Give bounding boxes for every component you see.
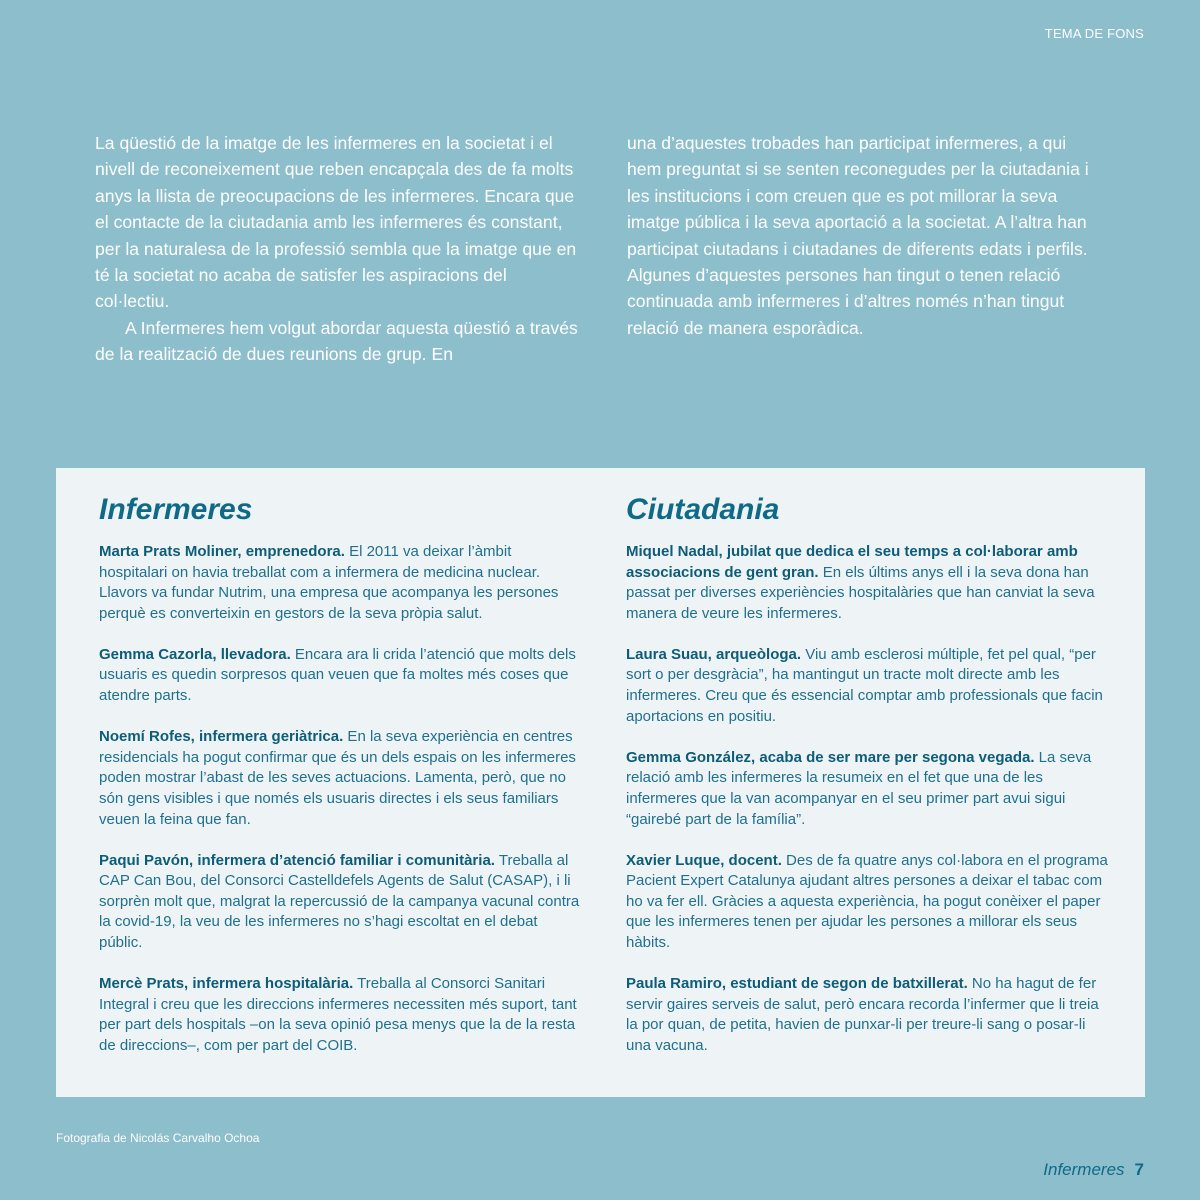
intro-paragraph-1: La qüestió de la imatge de les infermeres en la societat i el nivell de reconeixement que reben encapçala des de fa molts anys la llista de preocupacions de les infermeres. Encara que el contacte de la ciutadania amb les infermeres és constant, per la naturalesa de la professió sembla que la imatge que en té la societat no acaba de satisfer les aspiracions del col·lectiu. [95, 133, 577, 312]
citizens-heading: Ciutadania [626, 493, 780, 526]
participant-entry [99, 645, 581, 707]
participant-description: El 2011 va deixar l’àmbit hospitalari on havia treballat com a infermera de medicina nuclear. Llavors va fundar Nutrim, una empresa que acompanya les persones perquè es converteixin en gestors de la seva pròpia salut. [99, 543, 559, 622]
participant-entry [99, 727, 581, 830]
page-footer [1043, 1160, 1144, 1180]
intro-right-column [627, 130, 1097, 341]
participant-entry [626, 851, 1108, 954]
participant-entry [626, 645, 1108, 727]
participant-description: Encara ara li crida l’atenció que molts dels usuaris es quedin sorpresos quan veuen que fa moltes més coses que atendre parts. [99, 645, 576, 705]
participant-description: Des de fa quatre anys col·labora en el programa Pacient Expert Catalunya ajudant altres persones a deixar el tabac com ho va fer ell. Gràcies a aquesta experiència, ha pogut conèixer el paper que les infermeres tenen per ajudar les persones a millorar els seus hàbits. [626, 851, 1108, 951]
citizens-column [626, 492, 1108, 1077]
photo-caption: Fotografia de Nicolás Carvalho Ochoa [56, 1131, 260, 1145]
participant-entry [99, 851, 581, 954]
participant-description: Viu amb esclerosi múltiple, fet pel qual, “per sort o per desgràcia”, ha mantingut un tracte molt directe amb les infermeres. Creu que és essencial comptar amb professionals que facin aportacions en positiu. [626, 645, 1103, 725]
participant-description: La seva relació amb les infermeres la resumeix en el fet que una de les infermeres que la van acompanyar en el seu primer part avui sigui “gairebé part de la família”. [626, 748, 1092, 828]
participant-name: Gemma Cazorla, llevadora. [99, 645, 291, 663]
participant-entry [626, 748, 1108, 830]
participant-name: Marta Prats Moliner, emprenedora. [99, 543, 345, 560]
intro-paragraph-3: una d’aquestes trobades han participat infermeres, a qui hem preguntat si se senten reconegudes per la ciutadania i les institucions i com creuen que es pot millorar la seva imatge pública i la seva aportació a la societat. A l’altra han participat ciutadans i ciutadanes de diferents edats i perfils. Algunes d’aquestes persones han tingut o tenen relació continuada amb infermeres i d’altres només n’han tingut relació de manera esporàdica. [627, 133, 1089, 338]
magazine-name: Infermeres [1043, 1160, 1125, 1179]
participant-name: Paula Ramiro, estudiant de segon de batxillerat. [626, 975, 968, 993]
participant-entry [99, 542, 581, 624]
participant-name: Gemma González, acaba de ser mare per segona vegada. [626, 748, 1035, 766]
participant-name: Noemí Rofes, infermera geriàtrica. [99, 728, 344, 746]
participant-description: No ha hagut de fer servir gaires serveis de salut, però encara recorda l’infermer que li treia la por quan, de petita, havien de punxar-li per treure-li sang o posar-li una vacuna. [626, 975, 1099, 1054]
participant-name: Xavier Luque, docent. [626, 851, 782, 869]
participant-name: Mercè Prats, infermera hospitalària. [99, 975, 354, 993]
intro-paragraph-2: A Infermeres hem volgut abordar aquesta qüestió a través de la realització de dues reunions de grup. En [95, 317, 578, 365]
participant-entry [99, 974, 581, 1056]
participant-entry [626, 974, 1108, 1056]
participant-description: En la seva experiència en centres residencials ha pogut confirmar que és un dels espais on les infermeres poden mostrar l’abast de les seves actuacions. Lamenta, però, que no són gens visibles i que només els usuaris directes i els seus familiars veuen la feina que fan. [99, 728, 576, 828]
participant-entry [626, 542, 1108, 624]
participant-description: Treballa al Consorci Sanitari Integral i creu que les direccions infermeres necessiten més suport, tant per part dels hospitals –on la seva opinió pesa menys que la de la resta de direccions–, com per part del COIB. [99, 975, 577, 1054]
participant-description: Treballa al CAP Can Bou, del Consorci Castelldefels Agents de Salut (CASAP), i li sorprèn molt que, malgrat la repercussió de la campanya vacunal contra la covid-19, la veu de les infermeres no s’hagi escoltat en el debat públic. [99, 851, 580, 951]
participant-name: Paqui Pavón, infermera d’atenció familiar i comunitària. [99, 851, 495, 869]
nurses-heading: Infermeres [99, 493, 253, 526]
participant-name: Miquel Nadal, jubilat que dedica el seu temps a col·laborar amb associacions de gent gran. [626, 543, 1078, 581]
participant-name: Laura Suau, arqueòloga. [626, 645, 802, 663]
nurses-column [99, 492, 581, 1077]
intro-left-column [95, 130, 585, 368]
participant-description: En els últims anys ell i la seva dona han passat per diverses experiències hospitalàries que han canviat la seva manera de veure les infermeres. [626, 563, 1095, 622]
page-number: 7 [1134, 1160, 1144, 1179]
participants-box [56, 468, 1145, 1097]
section-tag: TEMA DE FONS [1044, 26, 1144, 41]
